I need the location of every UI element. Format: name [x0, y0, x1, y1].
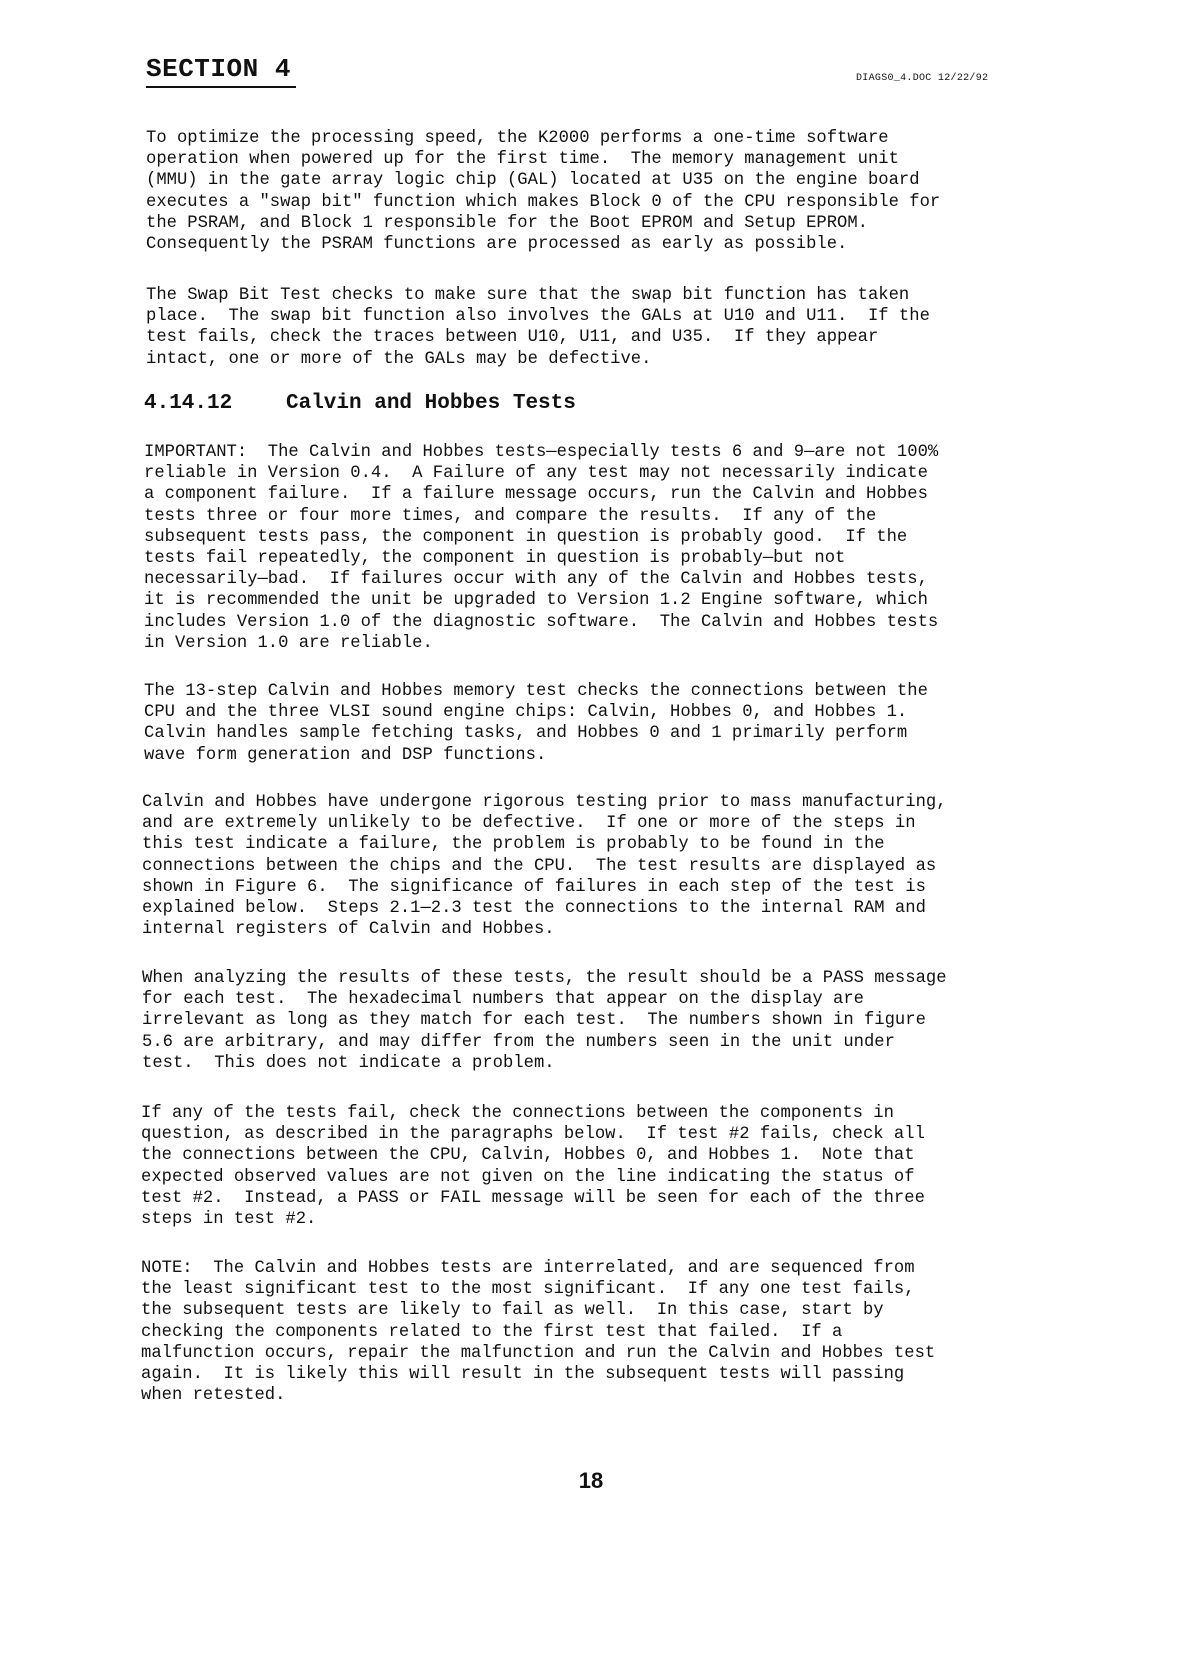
document-reference: DIAGS0_4.DOC 12/22/92	[856, 73, 989, 84]
paragraph-optimize: To optimize the processing speed, the K2000 performs a one-time software operation when powered up for the first time. The memory management unit (MMU) in the gate array logic chip (GAL) located at U35 on the engine board executes a "swap bit" function which makes Block 0 of the CPU responsible for the PSRAM, and Block 1 responsible for the Boot EPROM and Setup EPROM. Consequently the PSRAM functions are processed as early as possible.	[146, 129, 941, 255]
paragraph-important: IMPORTANT: The Calvin and Hobbes tests—especially tests 6 and 9—are not 100% reliable in Version 0.4. A Failure of any test may not necessarily indicate a component failure. If a failure message occurs, run the Calvin and Hobbes tests three or four more times, and compare the results. If any of the subsequent tests pass, the component in question is probably good. If the tests fail repeatedly, the component in question is probably—but not necessarily—bad. If failures occur with any of the Calvin and Hobbes tests, it is recommended the unit be upgraded to Version 1.2 Engine software, which includes Version 1.0 of the diagnostic software. The Calvin and Hobbes tests in Version 1.0 are reliable.	[144, 443, 939, 653]
paragraph-tests-fail: If any of the tests fail, check the connections between the components in question, as described in the paragraphs below. If test #2 fails, check all the connections between the CPU, Calvin, Hobbes 0, and Hobbes 1. Note that expected observed values are not given on the line indicating the status of test #2. Instead, a PASS or FAIL message will be seen for each of the three steps in test #2.	[141, 1104, 925, 1230]
section-title: SECTION 4	[146, 54, 296, 88]
paragraph-swap-bit-test: The Swap Bit Test checks to make sure that the swap bit function has taken place. The swap bit function also involves the GALs at U10 and U11. If the test fails, check the traces between U10, U11, and U35. If they appear intact, one or more of the GALs may be defective.	[146, 286, 930, 369]
section-heading	[144, 392, 576, 415]
paragraph-memory-test: The 13-step Calvin and Hobbes memory test checks the connections between the CPU and the three VLSI sound engine chips: Calvin, Hobbes 0, and Hobbes 1. Calvin handles sample fetching tasks, and Hobbes 0 and 1 primarily perform wave form generation and DSP functions.	[144, 682, 928, 765]
paragraph-note: NOTE: The Calvin and Hobbes tests are interrelated, and are sequenced from the least significant test to the most significant. If any one test fails, the subsequent tests are likely to fail as well. In this case, start by checking the components related to the first test that failed. If a malfunction occurs, repair the malfunction and run the Calvin and Hobbes test again. It is likely this will result in the subsequent tests will passing when retested.	[141, 1259, 936, 1406]
paragraph-rigorous-testing: Calvin and Hobbes have undergone rigorous testing prior to mass manufacturing, and are extremely unlikely to be defective. If one or more of the steps in this test indicate a failure, the problem is probably to be found in the connections between the chips and the CPU. The test results are displayed as shown in Figure 6. The significance of failures in each step of the test is explained below. Steps 2.1—2.3 test the connections to the internal RAM and internal registers of Calvin and Hobbes.	[142, 793, 947, 940]
paragraph-analyzing-results: When analyzing the results of these tests, the result should be a PASS message for each test. The hexadecimal numbers that appear on the display are irrelevant as long as they match for each test. The numbers shown in figure 5.6 are arbitrary, and may differ from the numbers seen in the unit under test. This does not indicate a problem.	[142, 969, 947, 1073]
section-heading-number: 4.14.12	[144, 392, 233, 415]
page-number: 18	[578, 1468, 604, 1493]
section-heading-title: Calvin and Hobbes Tests	[286, 392, 576, 415]
